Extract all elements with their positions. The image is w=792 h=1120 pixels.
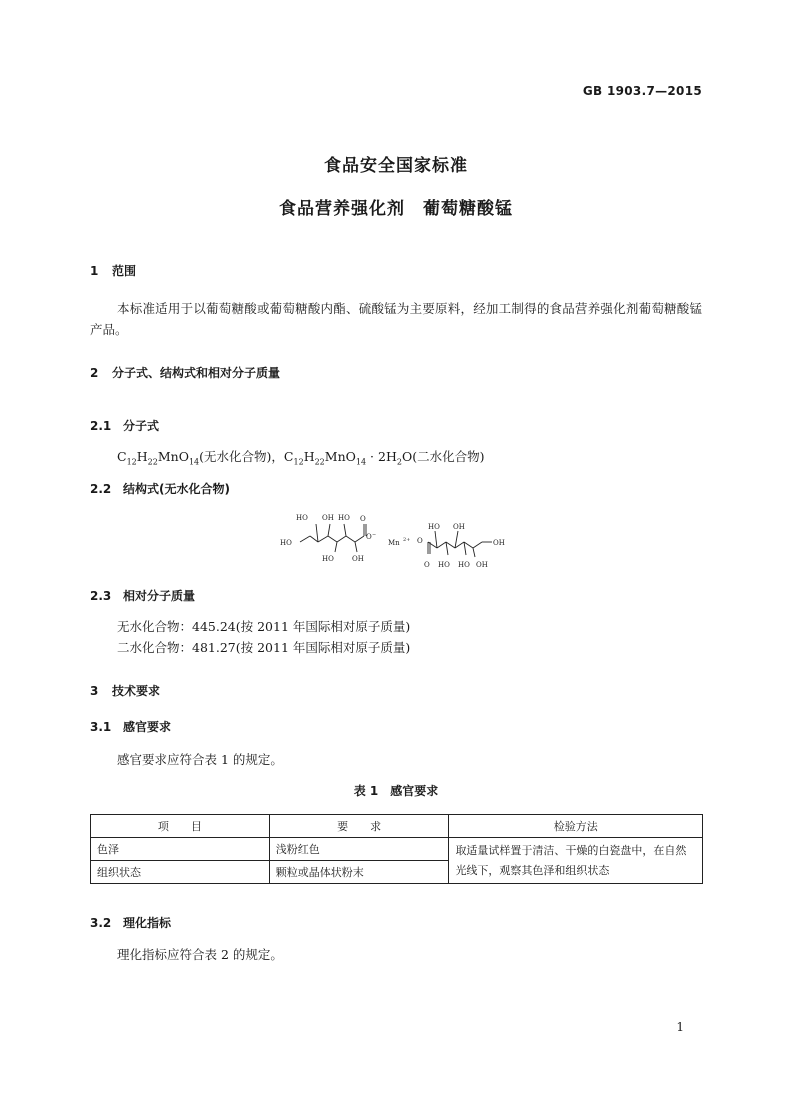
gluconate-left-skeleton <box>300 524 366 552</box>
item-cell: 组织状态 <box>91 861 270 884</box>
table-row <box>91 838 703 861</box>
section-3-1-heading <box>90 718 171 735</box>
label-oh: OH <box>352 555 364 563</box>
section-2-2-heading <box>90 480 230 497</box>
mass-anhydrous: 无水化合物：445.24(按 2011 年国际相对原子质量) <box>117 619 411 634</box>
document-title-line1: 食品安全国家标准 <box>324 156 468 176</box>
section-number: 2.2 <box>90 482 112 496</box>
label-ho: HO <box>438 561 450 569</box>
column-header-requirement: 要 求 <box>269 815 449 838</box>
section-number: 2 <box>90 366 99 380</box>
section-2-heading <box>90 364 280 381</box>
label-mn-charge: 2+ <box>403 537 411 543</box>
page-number: 1 <box>676 1020 684 1034</box>
section-number: 2.3 <box>90 589 112 603</box>
table-1-caption: 表 1 感官要求 <box>353 784 439 798</box>
table-header-row <box>91 815 703 838</box>
section-title: 理化指标 <box>123 916 172 930</box>
method-cell: 取适量试样置于清洁、干燥的白瓷盘中，在自然光线下，观察其色泽和组织状态 <box>449 838 703 884</box>
label-o-minus: O <box>366 533 372 541</box>
section-number: 3.1 <box>90 720 112 734</box>
section-title: 结构式(无水化合物) <box>123 482 230 496</box>
label-minus: − <box>372 532 377 538</box>
section-number: 3 <box>90 684 99 698</box>
requirement-cell: 颗粒或晶体状粉末 <box>269 861 449 884</box>
sensory-requirements-table <box>90 814 703 884</box>
section-title: 分子式 <box>123 419 160 433</box>
section-2-1-heading <box>90 417 159 434</box>
section-number: 3.2 <box>90 916 112 930</box>
section-title: 相对分子质量 <box>123 589 196 603</box>
section-2-3-heading <box>90 587 195 604</box>
scope-paragraph: 本标准适用于以葡萄糖酸或葡萄糖酸内酯、硫酸锰为主要原料，经加工制得的食品营养强化剂葡萄糖酸锰产品。 <box>90 301 702 337</box>
document-title-line2: 食品营养强化剂 葡萄糖酸锰 <box>279 199 513 219</box>
section-3-heading <box>90 682 160 699</box>
physicochemical-paragraph: 理化指标应符合表 2 的规定。 <box>117 947 283 962</box>
structural-formula <box>280 505 520 575</box>
label-ho: HO <box>338 514 350 522</box>
gluconate-right-skeleton <box>428 531 492 557</box>
label-ho: HO <box>322 555 334 563</box>
molecular-formula: $C_{12}H_{22}MnO_{14}$(无水化合物)，$C_{12}H_{22}MnO_{14} \cdot 2H_2O$(二水化合物) <box>117 449 485 467</box>
label-o-minus: O <box>417 537 423 545</box>
label-ho: HO <box>296 514 308 522</box>
section-title: 技术要求 <box>112 684 161 698</box>
column-header-method: 检验方法 <box>449 815 703 838</box>
label-o: O <box>424 561 430 569</box>
label-ho: HO <box>428 523 440 531</box>
mass-dihydrate: 二水化合物：481.27(按 2011 年国际相对原子质量) <box>117 640 411 655</box>
sensory-paragraph: 感官要求应符合表 1 的规定。 <box>117 752 283 767</box>
requirement-cell: 浅粉红色 <box>269 838 449 861</box>
section-title: 分子式、结构式和相对分子质量 <box>112 366 281 380</box>
label-ho: HO <box>458 561 470 569</box>
column-header-item: 项 目 <box>91 815 270 838</box>
label-ho: HO <box>280 539 292 547</box>
item-cell: 色泽 <box>91 838 270 861</box>
section-number: 2.1 <box>90 419 112 433</box>
label-oh: OH <box>322 514 334 522</box>
label-o: O <box>360 515 366 523</box>
standard-code <box>583 84 702 98</box>
label-oh: OH <box>453 523 465 531</box>
label-mn: Mn <box>388 539 400 547</box>
section-title: 范围 <box>112 264 137 278</box>
section-title: 感官要求 <box>123 720 172 734</box>
standard-prefix: GB <box>582 84 603 98</box>
label-oh: OH <box>476 561 488 569</box>
section-3-2-heading <box>90 914 171 931</box>
standard-number: 1903.7—2015 <box>606 84 702 98</box>
label-oh: OH <box>493 539 505 547</box>
section-1-heading <box>90 262 136 279</box>
section-number: 1 <box>90 264 99 278</box>
